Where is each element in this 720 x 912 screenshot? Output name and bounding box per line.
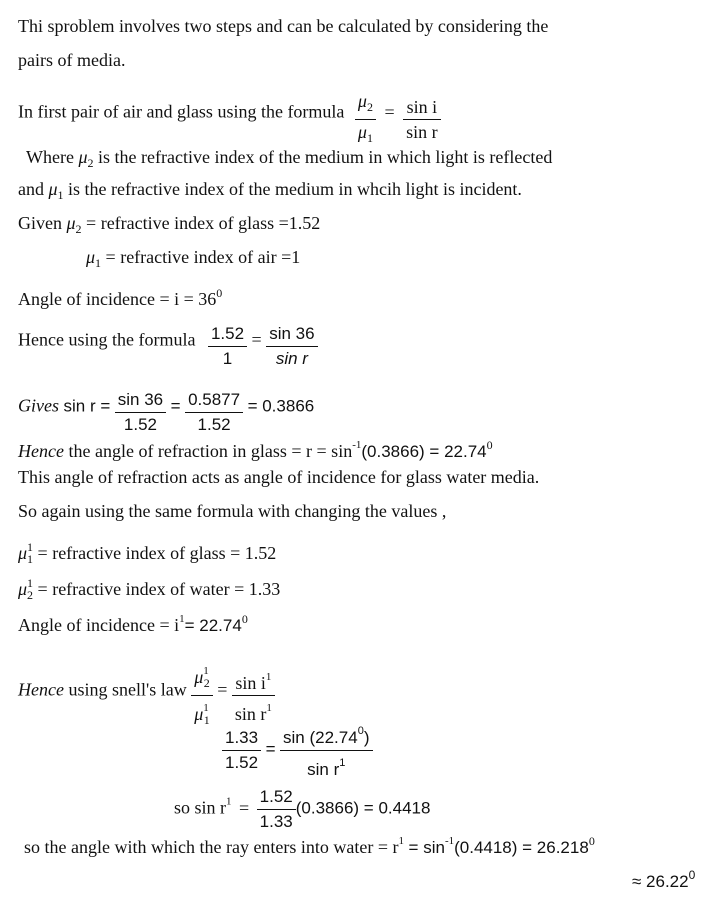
mu-ratio-fraction: $\frac{\mu_2}{\mu_1}$: [355, 90, 376, 149]
angle-incidence-2-line: Angle of incidence = $i^1= 22.74^0$: [18, 612, 248, 635]
hence-formula-line: Hence using the formula $\frac{1.52}{1}$ = $\frac{\sin 36}{\text{sin r}}$: [18, 318, 318, 365]
fraction-152-over-133: $\frac{1.52}{1.33}$: [257, 786, 296, 833]
final-line: so the angle with which the ray enters into water = $r^1 = \sin^{-1}(0.4418) = 26.218^0$: [24, 834, 595, 857]
mu1-prime-line: $\mu^1_1$ = refractive index of glass = 1.52: [18, 540, 277, 566]
fraction-133-over-152: $\frac{1.33}{1.52}$: [222, 727, 261, 774]
so-sin-line: so $\sin r^1$ = $\frac{1.52}{1.33}$ (0.3866) = 0.4418: [174, 787, 431, 831]
fraction-05877-over-152: $\frac{0.5877}{1.52}$: [185, 389, 243, 436]
sin-ratio-fraction: $\frac{\text{sin i}}{\text{sin r}}$: [403, 96, 441, 143]
mu-prime-ratio-fraction: $\frac{\mu^1_2}{\mu^1_1}$: [191, 660, 213, 731]
and-line: and $\mu_1$ is the refractive index of the medium in whcih light is incident.: [18, 179, 522, 202]
fraction-sin36-over-sinr: $\frac{\sin 36}{\text{sin r}}$: [266, 323, 317, 370]
formula-line: [18, 84, 441, 143]
fraction-152-over-1: $\frac{1.52}{1}$: [208, 323, 247, 370]
intro-line-1: Thi sproblem involves two steps and can be calculated by considering the: [18, 16, 549, 36]
intro-line-2: pairs of media.: [18, 50, 126, 70]
mu2-prime-line: $\mu^1_2$ = refractive index of water = 1.33: [18, 576, 281, 602]
given-mu1-line: $\mu_1$ = refractive index of air =1: [86, 247, 301, 270]
substitution-line: $\frac{1.33}{1.52}$ = $\frac{\sin (22.74^0)}{\sin r^1}$: [222, 720, 373, 781]
gives-line: Gives sin r = $\frac{\sin 36}{1.52}$ = $\frac{0.5877}{1.52}$ = 0.3866: [18, 390, 315, 434]
approx-line: ≈ $26.22^0$: [632, 868, 696, 891]
acts-line: This angle of refraction acts as angle of incidence for glass water media.: [18, 467, 540, 487]
refraction-glass-line: Hence the angle of refraction in glass = $r = \sin^{-1}(0.3866) = 22.74^0$: [18, 438, 493, 461]
formula-intro-text: In first pair of air and glass using the formula: [18, 101, 345, 122]
fraction-sin36-over-152: $\frac{\sin 36}{1.52}$: [115, 389, 166, 436]
snell-law-line: Hence using snell's law $\frac{\mu^1_2}{\mu^1_1}$ = $\frac{\sin i^1}{\sin r^1}$: [18, 656, 275, 727]
fraction-sin2274-over-sinr1: $\frac{\sin (22.74^0)}{\sin r^1}$: [280, 720, 372, 781]
angle-incidence-line: Angle of incidence = $i = 36^0$: [18, 286, 223, 309]
equals-sign: =: [384, 101, 395, 122]
sin-prime-ratio-fraction: $\frac{\sin i^1}{\sin r^1}$: [232, 666, 275, 725]
where-line: Where $\mu_2$ is the refractive index of the medium in which light is reflected: [26, 147, 553, 170]
again-line: So again using the same formula with changing the values ,: [18, 501, 447, 521]
given-mu2-line: Given $\mu_2$ = refractive index of glass =1.52: [18, 213, 321, 236]
